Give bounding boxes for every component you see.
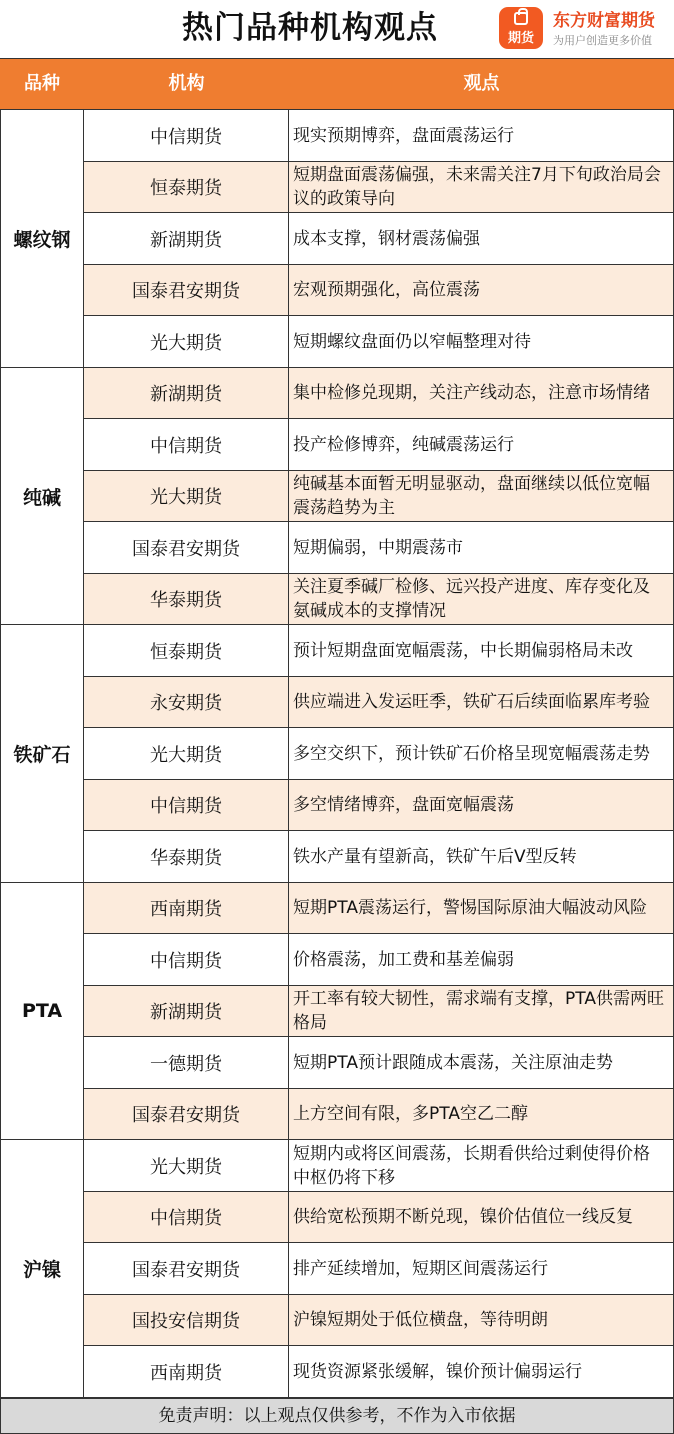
shopping-bag-icon — [514, 12, 528, 25]
institution-cell: 新湖期货 — [84, 213, 289, 265]
institution-cell: 中信期货 — [84, 780, 289, 831]
header-category: 品种 — [24, 73, 60, 94]
view-cell: 现货资源紧张缓解，镍价预计偏弱运行 — [289, 1346, 674, 1398]
view-cell: 价格震荡，加工费和基差偏弱 — [289, 934, 674, 986]
institution-cell: 光大期货 — [84, 316, 289, 368]
view-cell: 短期螺纹盘面仍以窄幅整理对待 — [289, 316, 674, 368]
view-cell: 多空交织下，预计铁矿石价格呈现宽幅震荡走势 — [289, 728, 674, 780]
institution-cell: 国泰君安期货 — [84, 522, 289, 574]
institution-cell: 西南期货 — [84, 883, 289, 934]
view-cell: 短期偏弱，中期震荡市 — [289, 522, 674, 574]
view-cell: 铁水产量有望新高，铁矿午后V型反转 — [289, 831, 674, 883]
institution-cell: 光大期货 — [84, 471, 289, 522]
logo-badge-text: 期货 — [507, 31, 534, 46]
category-cell: 沪镍 — [0, 1140, 84, 1398]
view-cell: 上方空间有限，多PTA空乙二醇 — [289, 1089, 674, 1140]
category-cell: 纯碱 — [0, 368, 84, 625]
institution-cell: 恒泰期货 — [84, 162, 289, 213]
title-bar — [0, 0, 674, 58]
view-cell: 关注夏季碱厂检修、远兴投产进度、库存变化及氨碱成本的支撑情况 — [289, 574, 674, 625]
view-cell: 开工率有较大韧性，需求端有支撑，PTA供需两旺格局 — [289, 986, 674, 1037]
institution-cell: 国泰君安期货 — [84, 1089, 289, 1140]
institution-cell: 中信期货 — [84, 419, 289, 471]
logo-name: 东方财富期货 — [553, 11, 655, 31]
institution-cell: 国泰君安期货 — [84, 1243, 289, 1295]
view-cell: 集中检修兑现期，关注产线动态，注意市场情绪 — [289, 368, 674, 419]
view-cell: 多空情绪博弈，盘面宽幅震荡 — [289, 780, 674, 831]
institution-cell: 华泰期货 — [84, 574, 289, 625]
view-cell: 成本支撑，钢材震荡偏强 — [289, 213, 674, 265]
view-cell: 供给宽松预期不断兑现，镍价估值位一线反复 — [289, 1192, 674, 1243]
institution-cell: 光大期货 — [84, 1140, 289, 1192]
page-title: 热门品种机构观点 — [182, 10, 438, 46]
view-cell: 现实预期博弈，盘面震荡运行 — [289, 110, 674, 162]
institution-cell: 一德期货 — [84, 1037, 289, 1089]
institution-cell: 永安期货 — [84, 677, 289, 728]
brand-logo — [499, 5, 669, 51]
view-cell: 短期PTA预计跟随成本震荡，关注原油走势 — [289, 1037, 674, 1089]
institution-cell: 光大期货 — [84, 728, 289, 780]
logo-badge — [499, 7, 543, 49]
institution-cell: 新湖期货 — [84, 368, 289, 419]
institution-cell: 国泰君安期货 — [84, 265, 289, 316]
institution-cell: 国投安信期货 — [84, 1295, 289, 1346]
view-cell: 排产延续增加，短期区间震荡运行 — [289, 1243, 674, 1295]
institution-cell: 中信期货 — [84, 110, 289, 162]
institution-cell: 恒泰期货 — [84, 625, 289, 677]
institution-cell: 新湖期货 — [84, 986, 289, 1037]
view-cell: 供应端进入发运旺季，铁矿石后续面临累库考验 — [289, 677, 674, 728]
category-cell: 铁矿石 — [0, 625, 84, 883]
header-institution: 机构 — [168, 73, 205, 94]
category-cell: 螺纹钢 — [0, 110, 84, 368]
institution-cell: 中信期货 — [84, 934, 289, 986]
view-cell: 宏观预期强化，高位震荡 — [289, 265, 674, 316]
view-cell: 短期盘面震荡偏强，未来需关注7月下旬政治局会议的政策导向 — [289, 162, 674, 213]
view-cell: 短期PTA震荡运行，警惕国际原油大幅波动风险 — [289, 883, 674, 934]
category-cell: PTA — [0, 883, 84, 1140]
institution-cell: 中信期货 — [84, 1192, 289, 1243]
view-cell: 短期内或将区间震荡，长期看供给过剩使得价格中枢仍将下移 — [289, 1140, 674, 1192]
institution-cell: 华泰期货 — [84, 831, 289, 883]
view-cell: 预计短期盘面宽幅震荡，中长期偏弱格局未改 — [289, 625, 674, 677]
disclaimer: 免责声明：以上观点仅供参考，不作为入市依据 — [0, 1398, 674, 1434]
view-cell: 投产检修博弈，纯碱震荡运行 — [289, 419, 674, 471]
view-cell: 沪镍短期处于低位横盘，等待明朗 — [289, 1295, 674, 1346]
table-header — [0, 58, 674, 110]
view-cell: 纯碱基本面暂无明显驱动，盘面继续以低位宽幅震荡趋势为主 — [289, 471, 674, 522]
header-view: 观点 — [463, 73, 500, 94]
logo-slogan: 为用户创造更多价值 — [553, 34, 652, 47]
institution-cell: 西南期货 — [84, 1346, 289, 1398]
